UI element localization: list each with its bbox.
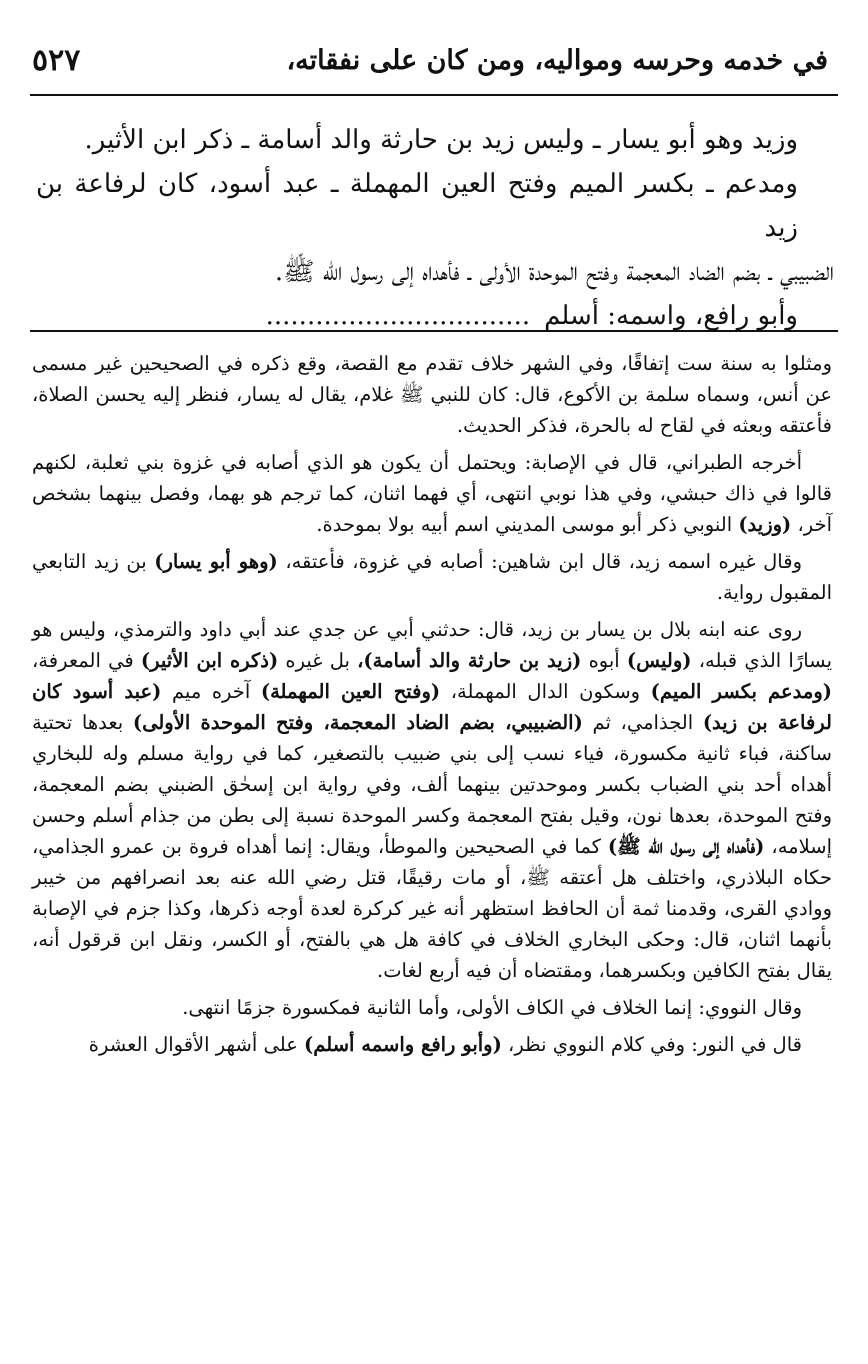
- quoted-phrase: (وهو أبو يسار): [154, 550, 278, 573]
- quoted-phrase: (وزيد): [738, 513, 792, 536]
- main-text-line: وزيد وهو أبو يسار ـ وليس زيد بن حارثة والد أسامة ـ ذكر ابن الأثير.: [84, 125, 798, 155]
- commentary-paragraph: [32, 1029, 832, 1060]
- commentary-text: أخرجه الطبراني، قال في الإصابة: ويحتمل أن يكون هو الذي أصابه في غزوة بني ثعلبة، لكنهم قالوا في ذاك حبشي، وفي هذا نوبي انتهى، أي فهما اثنان، كما ترجم هو بهما، وفصل بينهما بشخص آخر،: [32, 451, 832, 536]
- commentary-text: بعدها تحتية ساكنة، فباء ثانية مكسورة، فياء نسب إلى بني ضبيب بالتصغير، كما في رواية مسلم وله للبخاري أهداه أحد بني الضباب بكسر وموحدتين بينهما ألف، وفي رواية ابن إسحٰق الضبني بضم المعجمة، وفتح الموحدة، بعدها نون، وقيل بفتح المعجمة وكسر الموحدة نسبة إلى بطن من جذام أسلم وحسن إسلامه،: [32, 711, 832, 858]
- main-text-line: الضبيبي ـ بضم الضاد المعجمة وفتح الموحدة الأولى ـ فأهداه إلى رسول الله ﷺ.: [274, 257, 834, 287]
- quoted-phrase: (ذكره ابن الأثير): [140, 649, 279, 672]
- commentary-text: قال في النور: وفي كلام النووي نظر،: [508, 1033, 802, 1056]
- page-number: ٥٢٧: [32, 42, 81, 78]
- commentary-text: في المعرفة،: [32, 649, 134, 672]
- quoted-phrase: (وليس): [626, 649, 692, 672]
- quoted-phrase: (فأهداه إلى رسول الله ﷺ): [607, 835, 765, 858]
- commentary-text: الجذامي، ثم: [592, 711, 694, 734]
- commentary-text: أبوه: [588, 649, 620, 672]
- commentary-text: آخره ميم: [171, 680, 251, 703]
- quoted-phrase: (عبد أسود كان لرفاعة بن زيد): [32, 680, 832, 734]
- commentary-divider: [30, 330, 838, 332]
- commentary-text: النوبي ذكر أبو موسى المديني اسم أبيه بولا بموحدة.: [316, 513, 733, 536]
- commentary-text: على أشهر الأقوال العشرة: [88, 1033, 298, 1056]
- commentary-text: بل غيره: [285, 649, 350, 672]
- quoted-phrase: (وأبو رافع واسمه أسلم): [304, 1033, 502, 1056]
- quoted-phrase: (وفتح العين المهملة): [260, 680, 441, 703]
- commentary-paragraph: وقال النووي: إنما الخلاف في الكاف الأولى، وأما الثانية فمكسورة جزمًا انتهى.: [182, 996, 802, 1019]
- main-text-block: [36, 118, 834, 338]
- commentary-text: بن زيد التابعي المقبول رواية.: [32, 550, 832, 604]
- commentary-paragraph: [32, 447, 832, 540]
- quoted-phrase: (ومدعم بكسر الميم): [650, 680, 832, 703]
- main-text-line: ومدعم ـ بكسر الميم وفتح العين المهملة ـ عبد أسود، كان لرفاعة بن زيد: [36, 169, 798, 243]
- commentary-paragraph: [32, 614, 832, 986]
- page-header: [32, 30, 828, 90]
- running-title: في خدمه وحرسه ومواليه، ومن كان على نفقاته،: [286, 44, 828, 76]
- commentary-text: كما في الصحيحين والموطأ، ويقال: إنما أهداه فروة بن عمرو الجذامي، حكاه البلاذري، واختلف هل أعتقه ﷺ، أو مات رقيقًا، قتل رضي الله عنه بعد انصرافهم من خيبر ووادي القرى، وقدمنا ثمة أن الحافظ استظهر أنه غير كركرة لعدة أوجه ذكرها، وكذا جزم في الإصابة بأنهما اثنان، قال: وحكى البخاري الخلاف في كافة هل هي بالفتح، أو الكسر، ونقل ابن قرقول أنه، يقال بفتح الكافين وبكسرهما، ومقتضاه أن فيه أربع لغات.: [32, 835, 832, 982]
- quoted-phrase: (زيد بن حارثة والد أسامة)،: [357, 649, 582, 672]
- commentary-text: روى عنه ابنه بلال بن يسار بن زيد، قال: حدثني أبي عن جدي عند أبي داود والترمذي، وليس هو يسارًا الذي قبله،: [32, 618, 832, 672]
- commentary-paragraph: [32, 546, 832, 608]
- commentary-text: وقال غيره اسمه زيد، قال ابن شاهين: أصابه في غزوة، فأعتقه،: [285, 550, 802, 573]
- dotted-leader: ................................: [265, 301, 531, 331]
- commentary-text: وسكون الدال المهملة،: [450, 680, 641, 703]
- main-text-phrase: وأبو رافع، واسمه: أسلم: [544, 301, 798, 331]
- header-divider: [30, 94, 838, 96]
- commentary-block: [32, 348, 832, 1066]
- quoted-phrase: (الضبيبي، بضم الضاد المعجمة، وفتح الموحدة الأولى): [132, 711, 583, 734]
- commentary-paragraph: ومثلوا به سنة ست إتفاقًا، وفي الشهر خلاف تقدم مع القصة، وقع ذكره في الصحيحين غير مسمى عن أنس، وسماه سلمة بن الأكوع، قال: كان للنبي ﷺ غلام، يقال له يسار، فنظر إليه يحسن الصلاة، فأعتقه وبعثه في لقاح له بالحرة، فذكر الحديث.: [32, 352, 832, 437]
